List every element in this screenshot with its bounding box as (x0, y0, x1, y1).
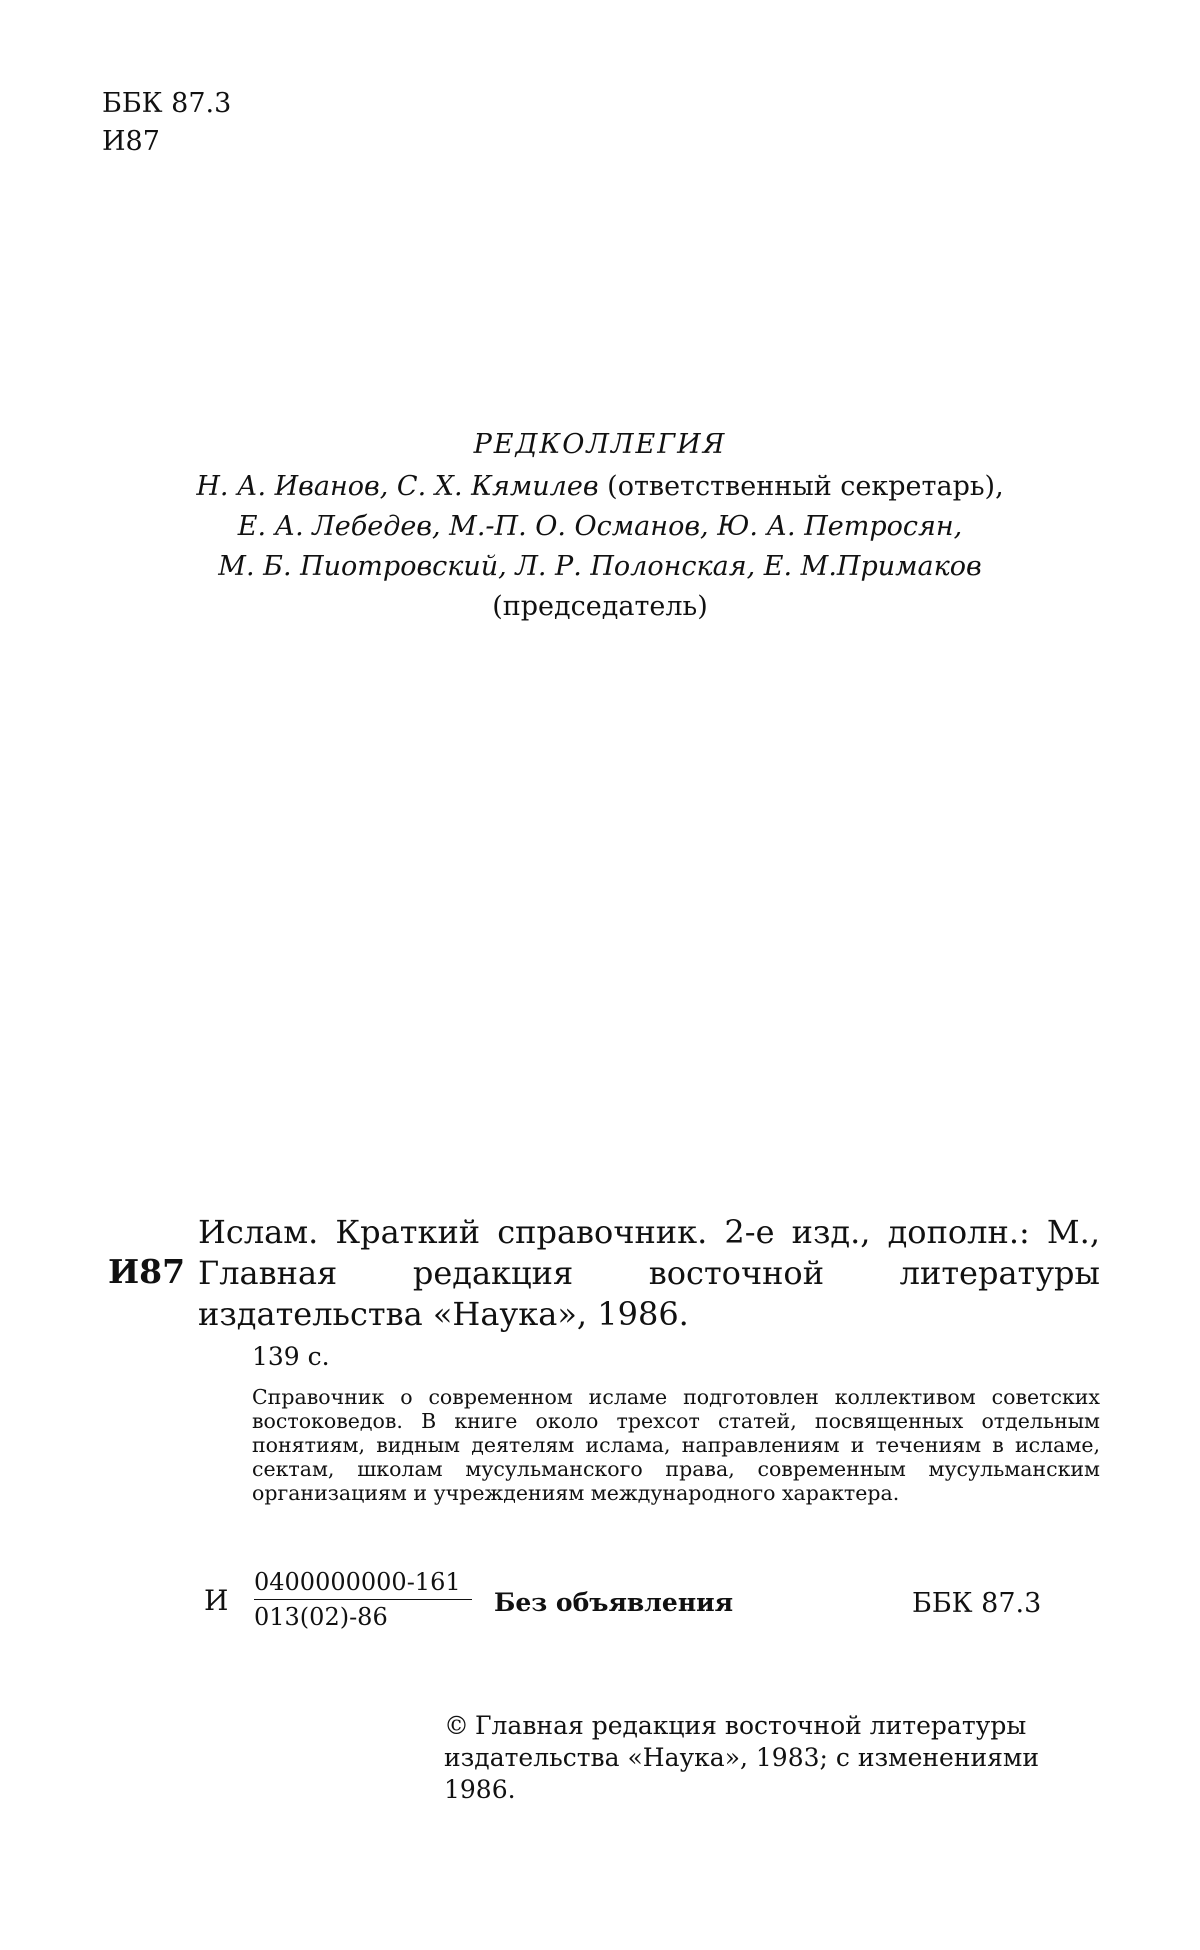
no-announcement-label: Без объявления (494, 1588, 734, 1617)
editorial-role: (ответственный секретарь), (607, 471, 1004, 502)
editorial-board (0, 425, 1200, 627)
author-index-code: И87 (102, 126, 160, 157)
classification-letter: И (204, 1584, 229, 1617)
bbk-code: ББК 87.3 (102, 88, 232, 119)
copyright-icon: © (444, 1711, 469, 1740)
bbk-code-bottom: ББК 87.3 (912, 1588, 1042, 1619)
fraction-numerator: 0400000000-161 (254, 1568, 472, 1600)
copyright-text: Главная редакция восточной литературы издательства «Наука», 1983; с изменениями 1986. (444, 1711, 1040, 1804)
copyright-notice (444, 1710, 1100, 1806)
editorial-names: Н. А. Иванов, С. Х. Кямилев (196, 471, 599, 502)
editorial-line-4: (председатель) (492, 591, 708, 622)
editorial-heading: РЕДКОЛЛЕГИЯ (473, 429, 727, 460)
catalog-main-text: Ислам. Краткий справочник. 2-е изд., дополн.: М., Главная редакция восточной литературы издательства «Наука», 1986. (198, 1213, 1100, 1333)
editorial-line-1 (0, 467, 1200, 507)
page-count: 139 с. (252, 1342, 330, 1371)
fraction-denominator: 013(02)-86 (254, 1603, 388, 1631)
classification-fraction (254, 1568, 464, 1631)
catalog-index: И87 (108, 1252, 186, 1291)
editorial-line-3: М. Б. Пиотровский, Л. Р. Полонская, Е. М.Примаков (218, 551, 982, 582)
book-annotation: Справочник о современном исламе подготовлен коллективом советских востоковедов. В книге около трехсот статей, посвященных отдельным понятиям, видным деятелям ислама, направлениям и течениям в исламе, сектам, школам мусульманского права, современным мусульманским организациям и учреждениям международного характера. (252, 1385, 1100, 1505)
editorial-line-2: Е. А. Лебедев, М.-П. О. Османов, Ю. А. Петросян, (237, 511, 963, 542)
